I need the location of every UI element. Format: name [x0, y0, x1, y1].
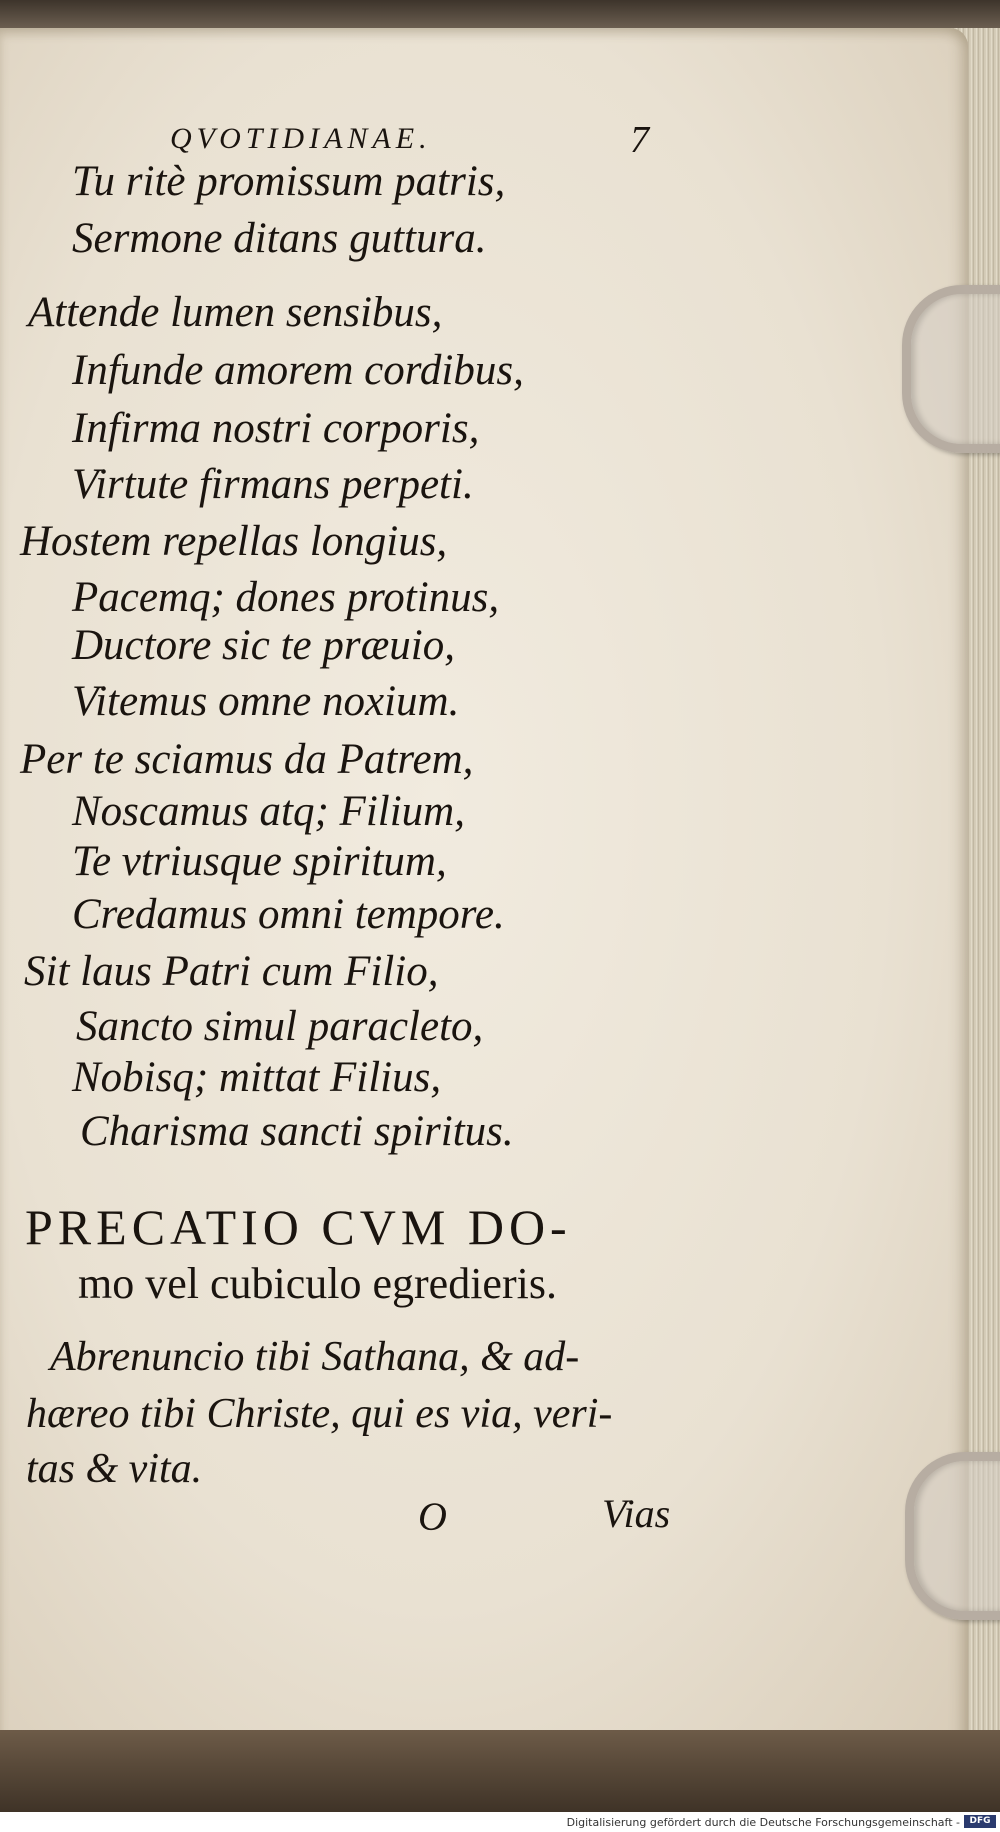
hymn-line: Virtute firmans perpeti.: [72, 461, 474, 508]
prayer-line: Abrenuncio tibi Sathana, & ad-: [50, 1334, 580, 1380]
clasp-lower: [905, 1452, 1000, 1620]
section-heading: PRECATIO CVM DO-: [25, 1199, 572, 1255]
hymn-line: Hostem repellas longius,: [20, 518, 448, 565]
book-page: [0, 28, 968, 1752]
hymn-line: Tu ritè promissum patris,: [72, 158, 506, 205]
dfg-logo-icon: DFG: [964, 1815, 996, 1828]
section-heading-cont: mo vel cubiculo egredieris.: [78, 1259, 557, 1308]
hymn-line: Per te sciamus da Patrem,: [20, 736, 474, 783]
hymn-line: Noscamus atq; Filium,: [72, 788, 465, 835]
book-cover-bottom: [0, 1730, 1000, 1812]
prayer-line: hæreo tibi Christe, qui es via, veri-: [26, 1391, 613, 1437]
hymn-line: Infirma nostri corporis,: [72, 405, 480, 452]
hymn-line: Credamus omni tempore.: [72, 891, 505, 938]
catchword: Vias: [602, 1491, 671, 1536]
hymn-line: Charisma sancti spiritus.: [80, 1108, 514, 1155]
footer-credit: Digitalisierung gefördert durch die Deutsche Forschungsgemeinschaft -: [566, 1816, 960, 1829]
page-number: 7: [630, 119, 649, 161]
prayer-line: tas & vita.: [26, 1446, 203, 1492]
hymn-line: Sit laus Patri cum Filio,: [24, 948, 439, 995]
hymn-line: Attende lumen sensibus,: [28, 289, 443, 336]
hymn-line: Ductore sic te præuio,: [72, 622, 455, 669]
running-header: QVOTIDIANAE.: [170, 122, 432, 155]
hymn-line: Sancto simul paracleto,: [76, 1003, 484, 1050]
hymn-line: Sermone ditans guttura.: [72, 215, 487, 262]
footer-bar: [0, 1812, 1000, 1832]
hymn-line: Pacemq; dones protinus,: [72, 574, 500, 621]
hymn-line: Vitemus omne noxium.: [72, 678, 460, 725]
hymn-line: Te vtriusque spiritum,: [72, 838, 447, 885]
clasp-upper: [902, 285, 1000, 453]
hymn-line: Infunde amorem cordibus,: [72, 347, 524, 394]
hymn-line: Nobisq; mittat Filius,: [72, 1054, 442, 1101]
signature-mark: O: [418, 1494, 447, 1539]
